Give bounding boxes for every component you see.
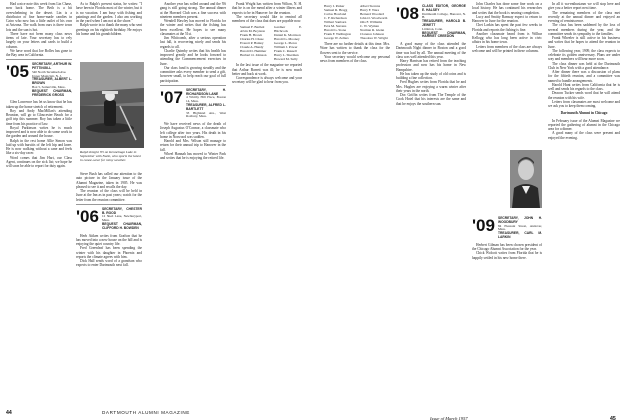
paragraph: Another year has rolled around and the '06 gang is still going strong. The annual dinner at the Harvard Club was a fine success with nineteen members present. bbox=[160, 2, 226, 19]
name-list-item: George W. Zellers bbox=[324, 36, 349, 40]
name-list-item: George L. Pierce bbox=[274, 41, 298, 46]
page-number-left: 44 bbox=[6, 410, 12, 416]
right-name-list-column-2 bbox=[360, 4, 390, 40]
class-06-address: 12 Shed Lane, Newburyport, Mass. bbox=[102, 214, 142, 223]
paragraph: Frank Wheeler is still active in his business and writes that he hopes to attend the reunion in June. bbox=[548, 36, 620, 49]
class-name-list bbox=[240, 25, 302, 61]
paragraph: We have received news of the death of Joseph Augustus O'Connor, a classmate who left college after two years. His death in his home in Norwood was sudden. bbox=[160, 122, 226, 139]
right-column-3-lower bbox=[472, 214, 542, 404]
paragraph: Royal Parkinson writes he is much improved and is now able to do some work in the garden and around the house. bbox=[6, 125, 72, 139]
paragraph: There are no further details at this time. Mrs. Ware has written to thank the class for the flowers sent to the service. bbox=[320, 42, 390, 55]
left-col3-text bbox=[160, 2, 226, 83]
paragraph: Ralph in the rest home Allie Simon was laid up with bursitis of the left hip and knee. He is now walking without a cane and feels like a six-day racer. bbox=[6, 138, 72, 156]
name-list-item: Harold D. Hemmer bbox=[240, 49, 267, 54]
paragraph: Another classmate heard from is Wilbur Kellogg who has long been active in civic affairs in his home town. bbox=[472, 31, 542, 45]
name-list-item: Charles H. Chase bbox=[240, 37, 264, 42]
paragraph: In the last issue of the magazine we reported that Arthur Barrett was ill; he is now much better and back at work. bbox=[232, 63, 302, 76]
name-list-item: Harold G. Mooney bbox=[274, 37, 300, 42]
name-list-item: Samuel R. Bragg bbox=[324, 8, 348, 12]
class-09-secretary: SECRETARY, JOHN H. WOODBURY bbox=[498, 216, 542, 224]
name-list-item: Harry I. Parker bbox=[324, 4, 345, 8]
paragraph: Had a nice note this week from Lin Chase, now back home. The Beth is a bit overwhelming in the desert. Lin is a distributor of fine home-made candies in Cairo who now has a little outlet of his own at Arizona. The walk from ours is three town lots and the sun is hot. bbox=[6, 2, 72, 32]
name-list-item: Claude A. Handy bbox=[240, 45, 264, 50]
page-number-right: 45 bbox=[610, 416, 616, 420]
paragraph: Charlie Quimby writes that his health has improved greatly and he looks forward to attending the Commencement exercises in June. bbox=[160, 48, 226, 66]
left-col2-class06-text bbox=[76, 234, 142, 268]
left-col4-end-text bbox=[232, 63, 302, 84]
right-name-list-column-1 bbox=[324, 4, 354, 40]
name-list-item: Theodore W. Wright bbox=[360, 36, 388, 40]
paragraph: Harry Harrison has retired from the teaching profession and now has his home in New Hampshire. bbox=[396, 59, 466, 72]
paragraph: In February issue of the Alumni Magazine we reported the gathering of alumni in the Chicago area for a dinner. bbox=[548, 118, 620, 131]
class-06-secretary: SECRETARY, CHESTER B. ROOD bbox=[102, 206, 142, 215]
name-list-item: Otis F. Williams bbox=[360, 20, 383, 24]
class-08-treasurer: TREASURER, HAROLD B. JEWETT bbox=[422, 19, 466, 27]
left-col1-lead-text bbox=[6, 2, 72, 57]
paragraph: Lucy and Smitty Ramsay expect to return to Hanover in June for the reunion. bbox=[472, 14, 542, 23]
class-09-treasurer: TREASURER, CARL M. LARKIN bbox=[498, 231, 542, 239]
name-list-item: C. F. Richardson bbox=[324, 16, 347, 20]
name-list-item: Carlos Howland bbox=[324, 12, 347, 16]
chicago-heading: Dartmouth Alumni in Chicago bbox=[560, 111, 608, 116]
photo-caption: Ralph Knight '05 on Kennebago Lake in September with Natie, who sports the latest in canoe-wear for rainy weather. bbox=[80, 150, 141, 163]
paragraph: Harold Hunt writes from California that he is well and sends his regards to the class. bbox=[548, 82, 620, 91]
paragraph: Glen Lawrence has let us know that he has taken up the home stretch of retirement. bbox=[6, 100, 72, 109]
left-column-4 bbox=[232, 2, 302, 402]
name-list-column-2 bbox=[274, 25, 302, 61]
left-col3-class07-text bbox=[160, 122, 226, 160]
paragraph: The remaining members of the class met recently at the annual dinner and enjoyed an evening of reminiscence. bbox=[548, 10, 620, 23]
right-class09-text bbox=[472, 243, 542, 260]
right-col4-lower-text bbox=[548, 62, 620, 109]
name-list-item: Clarence Johnson bbox=[360, 32, 385, 36]
left-footer bbox=[6, 410, 306, 416]
left-column-2-lower bbox=[76, 172, 142, 402]
class-08-bequest: BEQUEST CHAIRMAN, HARRIET CREEDON bbox=[422, 30, 466, 39]
class-08-treasurer-address: Littleton, Conn. bbox=[422, 26, 443, 31]
name-list-item: Frank H. Brown bbox=[240, 33, 263, 38]
paragraph: Letters from classmates are most welcome and we ask you to keep them coming. bbox=[548, 99, 620, 108]
left-column-1 bbox=[6, 2, 72, 402]
right-column-2 bbox=[396, 2, 466, 402]
paragraph: Frank Wright has written from Wilton, N. H. that he is on the mend after a winter illness and expects to be in Hanover for the reunion. bbox=[232, 2, 302, 15]
class-05-treasurer-address: Box 5, Somerville, Mass. bbox=[32, 85, 66, 90]
paragraph: Chet Larkin has spent the past few weeks in Florida and reports the fishing is fine. bbox=[472, 23, 542, 32]
magazine-title: DARTMOUTH ALUMNI MAGAZINE bbox=[102, 410, 190, 415]
paragraph: Wendell Hawley has moved to Florida for the winter and writes that the fishing has been excellent. He hopes to see many classmates at the 51st. bbox=[160, 19, 226, 36]
right-class08-text bbox=[396, 42, 466, 106]
paragraph: The following year, 1909, the class expects to celebrate its golden anniversary. Plans are under way and members will hear more soon. bbox=[548, 48, 620, 62]
left-column-3 bbox=[160, 2, 226, 402]
paragraph: Deacon Tucker sends word that he will attend the reunion with his wife. bbox=[548, 91, 620, 100]
left-col4-lead-text bbox=[232, 2, 302, 23]
right-col4-text bbox=[548, 2, 620, 62]
canoe-photo bbox=[80, 62, 144, 148]
class-08-editor: CLASS EDITOR, GEORGE E. HALSEY bbox=[422, 4, 466, 12]
name-list-item: Samuel F. Bartlett bbox=[240, 25, 265, 30]
right-column-4 bbox=[548, 2, 620, 402]
name-list-item: Wilbert Sanborn bbox=[324, 20, 347, 24]
paragraph: Word comes that Jim Hart, our Class Agent, continues on the sick list; we hope he will soon be able to report for duty again. bbox=[6, 155, 72, 169]
name-list-item: William J. Power bbox=[274, 45, 298, 50]
class-05-header bbox=[6, 63, 72, 97]
name-list-item: Harry L. Sherman bbox=[274, 53, 299, 58]
paragraph: Roy and Andy MacMillan's attending Reunion, will go to Gloucester Beach for a golf trip this summer. Roy has taken a little time from his practice of law. bbox=[6, 108, 72, 126]
right-col1-text bbox=[320, 42, 390, 63]
name-list-item: Frank C. Russell bbox=[274, 49, 297, 54]
class-09-address: 84 Pleasant Street, Andover, Mass. bbox=[498, 223, 542, 232]
paragraph: We have word that Joe Bolles has gone to the Bay area in California. bbox=[6, 48, 72, 57]
paragraph: As to Ralph's present status, he writes: "I have been in Florida most of the winter, but it is no vacation. I am busy with fishing and paintings and the garden. I also am working in the yard when I am not at the shore." bbox=[76, 2, 142, 23]
paragraph: There have not been many class news items of late. Your secretary has to rely largely on your letters and cards to build a column. bbox=[6, 31, 72, 49]
name-list-item: Bernard Woodard bbox=[360, 12, 385, 16]
paragraph: The reunion of the class will be held in June at the Inn as in past years; watch for the letter from the reunion committee. bbox=[76, 189, 142, 202]
paragraph: Harold and Mrs. Wilson still manage to return for their annual trip to Hanover in the fall. bbox=[160, 139, 226, 152]
paragraph: He has taken up the study of old coins and is building a fine collection. bbox=[396, 71, 466, 81]
right-col4-end-text bbox=[548, 119, 620, 140]
name-list-item: Frank F. Wellington bbox=[324, 32, 351, 36]
class-08-address: Dartmouth College, Hanover, N. H. bbox=[422, 11, 466, 20]
paragraph: Fred Greenleaf has been spending the winter with his daughter in Phoenix and reports the climate agrees with him. bbox=[76, 246, 142, 259]
paragraph: Jim Whitcomb, after a serious operation last fall, is recovering nicely and sends his regards to all. bbox=[160, 36, 226, 49]
paragraph: Our class fund is growing steadily and the committee asks every member to send a gift, however small, to help reach our goal of full participation. bbox=[160, 65, 226, 83]
paragraph: Dick Hall sends word of a grandson who expects to enter Dartmouth next fall. bbox=[76, 259, 142, 268]
name-list-column-1 bbox=[240, 25, 268, 61]
paragraph: Wheel Hannah has moved to Winter Park and writes that he is enjoying the retired life. bbox=[160, 151, 226, 161]
class-05-address: 540 North Tecumseh Ave. bbox=[32, 69, 67, 74]
paragraph: Steve Bush has called our attention to the auto picture in the January issue of the Alumni Magazine, taken in 1905. He was pleased to see it and recalls the day. bbox=[76, 172, 142, 189]
paragraph: Doc Griffin writes from The Temple of the Cook Hotel that his interests are the same and that he enjoys the southern sun. bbox=[396, 93, 466, 106]
name-list-item: Howard M. Sully bbox=[274, 57, 298, 62]
class-05-treasurer: TREASURER, ALBERT L. BROWN bbox=[32, 77, 72, 86]
class-05-secretary: SECRETARY, ARTHUR W. PETTINGILL bbox=[32, 62, 72, 71]
issue-date: Issue of March 1957 bbox=[430, 416, 468, 420]
paragraph: Ralph wrote in to thank the many who sent greetings on his eightieth birthday. He enjoys his home and his grandchildren. bbox=[76, 23, 142, 36]
paragraph: Your secretary would welcome any personal news from members of the class. bbox=[320, 54, 390, 63]
paragraph: The class has been saddened by the loss of several members during the year, and the committee sends its sympathy to the families. bbox=[548, 23, 620, 36]
class-07-address: 4 Whitby Hill Place, Boston 14, Mass. bbox=[186, 95, 226, 104]
class-year-05: '05 bbox=[6, 62, 29, 82]
class-08-header bbox=[396, 5, 466, 39]
class-07-secretary: SECRETARY, H. RICHARDSON LANE bbox=[186, 87, 226, 96]
left-col1-class05-text bbox=[6, 100, 72, 168]
paragraph: Fred Hughes writes from Florida that he and Mrs. Hughes are enjoying a warm winter after their years in the north. bbox=[396, 80, 466, 93]
paragraph: A good many of the class attended the Dartmouth Night dinner in Boston and a good time was had by all. The annual meeting of the class was well attended this year. bbox=[396, 42, 466, 59]
class-09-header bbox=[472, 217, 542, 240]
paragraph: In all it wa-enthusiasm we will stop here and give you a better report next time. bbox=[548, 2, 620, 11]
class-06-bequest: BEQUEST CHAIRMAN, CLIFFORD H. BOWDEN bbox=[102, 221, 142, 230]
paragraph: Herb Aitken writes from Grafton that he has moved into a new house on the hill and is enjoying the quiet country life. bbox=[76, 233, 142, 247]
right-column-1 bbox=[320, 2, 390, 402]
class-07-treasurer: TREASURER, ALFRED L. BARTLETT bbox=[186, 102, 226, 111]
name-list-item: Everett P. Hanley bbox=[240, 41, 264, 46]
class-07-header bbox=[160, 89, 226, 119]
paragraph: Chick Wolcott writes from Florida that he is happily settled in his new home there. bbox=[472, 251, 542, 260]
right-page bbox=[314, 0, 628, 420]
class-year-07: '07 bbox=[160, 87, 183, 107]
paragraph: The class dinner was held at the Dartmouth Club in New York with a good attendance. bbox=[548, 61, 620, 70]
name-list-item: Norman R. Glenn bbox=[360, 28, 385, 32]
name-list-item: Alvin M. Boynton bbox=[240, 29, 265, 34]
paragraph: A good many of the class were present and enjoyed the evening. bbox=[548, 131, 620, 140]
class-year-06: '06 bbox=[76, 206, 99, 226]
left-col2-after-photo-text bbox=[76, 172, 142, 202]
name-list-item: John O. Woodworth bbox=[360, 16, 388, 20]
paragraph: John Charles has done some fine work on a local history. He has continued his researches and writes that the book is nearing completion. bbox=[472, 2, 542, 15]
paragraph: Letters from members of the class are always welcome and will be printed in these columns. bbox=[472, 44, 542, 53]
name-list-item: Ezra M. Stevens bbox=[324, 24, 347, 28]
class-05-city: Upper Montclair, N. J. bbox=[32, 73, 62, 78]
paragraph: The secretary would like to remind all members of the class that dues are payable now. bbox=[232, 14, 302, 23]
class-year-09: '09 bbox=[472, 216, 495, 235]
name-list-item: Gardner E. Hitchcock bbox=[274, 25, 302, 34]
class-06-header bbox=[76, 208, 142, 231]
name-list-item: Albert Stevens bbox=[360, 4, 381, 8]
paragraph: After dinner there was a discussion of plans for the fiftieth reunion, and a committee was named to handle arrangements. bbox=[548, 70, 620, 83]
paragraph: Correspondence is always welcome and your secretary will be glad to hear from you. bbox=[232, 76, 302, 85]
name-list-item: C. W. Wyman bbox=[360, 24, 379, 28]
name-list-item: Harold G. Stone bbox=[324, 28, 347, 32]
paragraph: Herbert Gilman has been chosen president of the Chicago Alumni Association for the year. bbox=[472, 242, 542, 252]
class-07-treasurer-address: 33 Highland Ave., West Roxbury, Mass. bbox=[186, 110, 226, 119]
name-list-item: Harry F. Ware bbox=[360, 8, 380, 12]
class-05-bequest: BEQUEST CHAIRMAN, FREDERICK GROSS bbox=[32, 88, 72, 97]
right-col3-text bbox=[472, 2, 542, 53]
name-list-item: Herbert O. Johnson bbox=[240, 53, 267, 58]
portrait-photo bbox=[510, 150, 542, 208]
right-name-list bbox=[324, 4, 390, 40]
class-year-08: '08 bbox=[396, 4, 419, 23]
name-list-item: Daniel K. Morrison bbox=[274, 33, 301, 38]
left-col2-lead-text bbox=[76, 2, 142, 36]
